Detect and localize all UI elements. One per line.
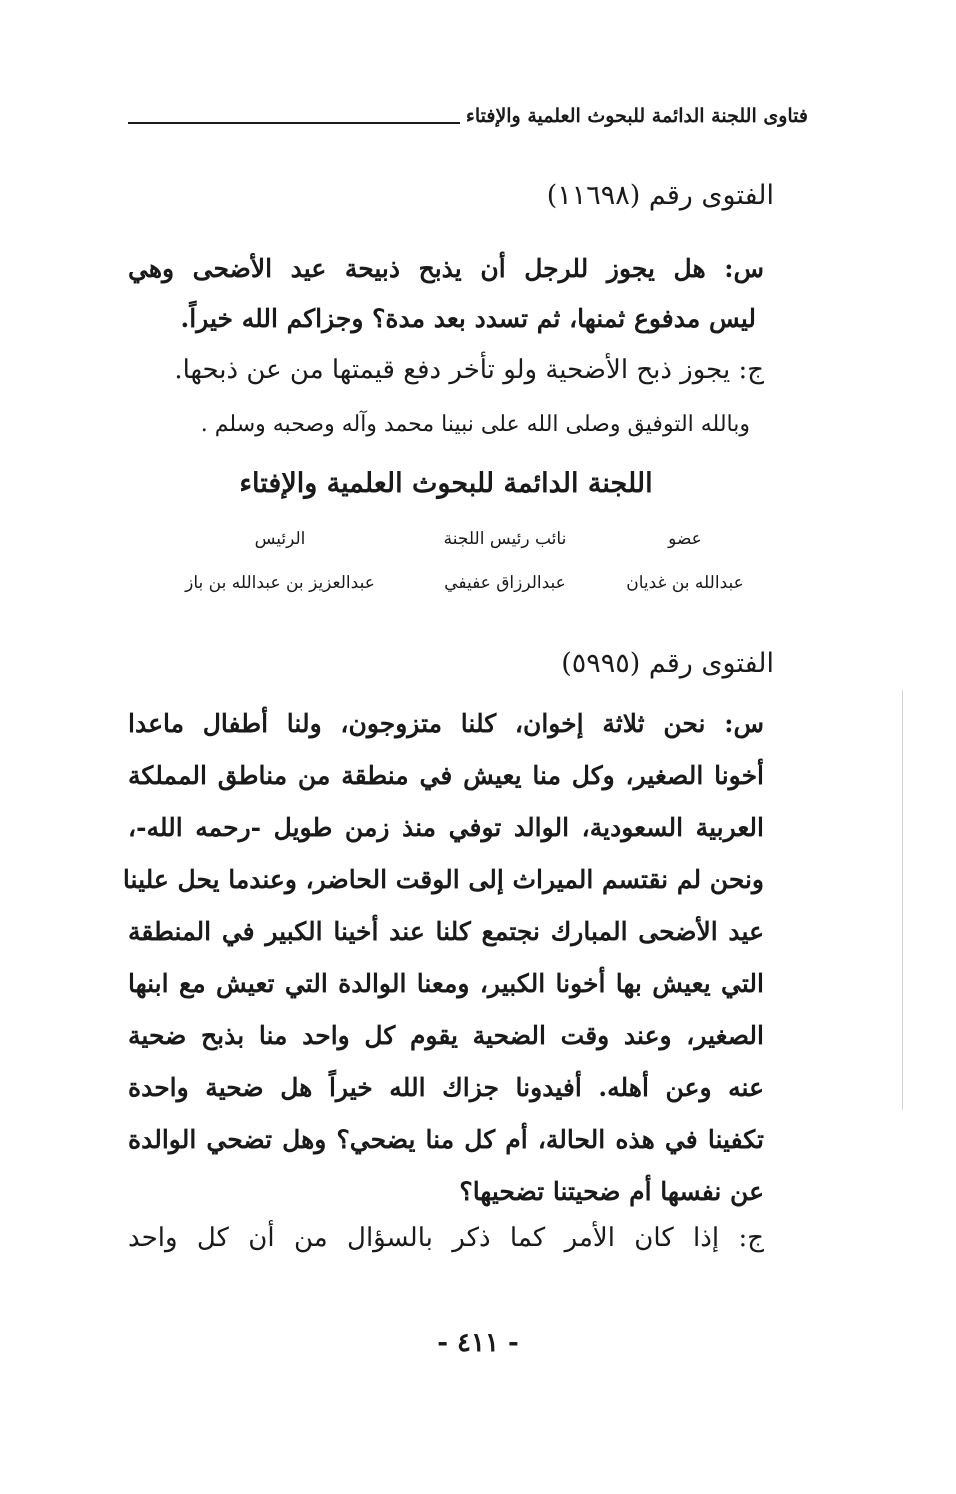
answer-line: ج: إذا كان الأمر كما ذكر بالسؤال من أن كل واحد	[128, 1223, 764, 1253]
question-line: س: نحن ثلاثة إخوان، كلنا متزوجون، ولنا أطفال ماعدا	[128, 709, 764, 738]
question-line: الصغير، وعند وقت الضحية يقوم كل واحد منا بذبح ضحية	[128, 1021, 764, 1050]
fatwa-1-answer	[128, 346, 764, 394]
question-line: أخونا الصغير، وكل منا يعيش في منطقة من مناطق المملكة	[128, 761, 764, 790]
running-header	[128, 104, 808, 128]
committee-name: اللجنة الدائمة للبحوث العلمية والإفتاء	[239, 468, 653, 499]
fatwa-1-title: الفتوى رقم (١١٦٩٨)	[546, 180, 774, 211]
role-vice-chair: نائب رئيس اللجنة	[443, 529, 567, 549]
question-line: ونحن لم نقتسم الميراث إلى الوقت الحاضر، وعندما يحل علينا	[122, 865, 764, 894]
header-rule	[128, 122, 460, 124]
question-line: عيد الأضحى المبارك نجتمع كلنا عند أخينا الكبير في المنطقة	[128, 917, 764, 946]
question-line: ليس مدفوع ثمنها، ثم تسدد بعد مدة؟ وجزاكم الله خيراً.	[180, 304, 756, 333]
answer-line: ج: يجوز ذبح الأضحية ولو تأخر دفع قيمتها من عن ذبحها.	[174, 355, 764, 385]
question-line: س: هل يجوز للرجل أن يذبح ذبيحة عيد الأضحى وهي	[128, 254, 764, 283]
fatwa-2-title: الفتوى رقم (٥٩٩٥)	[561, 648, 774, 679]
signature-names	[160, 570, 760, 596]
chair-name: عبدالعزيز بن عبدالله بن باز	[185, 573, 375, 593]
question-line: التي يعيش بها أخونا الكبير، ومعنا الوالدة التي تعيش مع ابنها	[128, 969, 764, 998]
running-header-title: فتاوى اللجنة الدائمة للبحوث العلمية والإفتاء	[465, 105, 808, 127]
signature-roles	[160, 526, 760, 552]
question-line: تكفينا في هذه الحالة، أم كل منا يضحي؟ وهل تضحي الوالدة	[128, 1125, 764, 1154]
question-line: عنه وعن أهله. أفيدونا جزاك الله خيراً هل ضحية واحدة	[128, 1073, 764, 1102]
question-line: العربية السعودية، الوالد توفي منذ زمن طويل -رحمه الله-،	[128, 813, 764, 842]
role-member: عضو	[668, 529, 702, 549]
closing-line: وبالله التوفيق وصلى الله على نبينا محمد وآله وصحبه وسلم .	[200, 412, 750, 437]
member-name: عبدالله بن غديان	[626, 573, 744, 593]
page-number: - ٤١١ -	[437, 1328, 519, 1358]
fatwa-1-closing	[128, 403, 764, 447]
vice-chair-name: عبدالرزاق عفيفي	[444, 573, 566, 593]
question-line: عن نفسها أم ضحيتنا تضحيها؟	[459, 1177, 764, 1206]
fatwa-1-question	[128, 244, 764, 344]
role-chair: الرئيس	[254, 529, 306, 549]
fatwa-2-answer	[128, 1212, 764, 1264]
fatwa-2-question	[122, 698, 764, 1218]
scan-margin-line	[902, 690, 903, 1110]
